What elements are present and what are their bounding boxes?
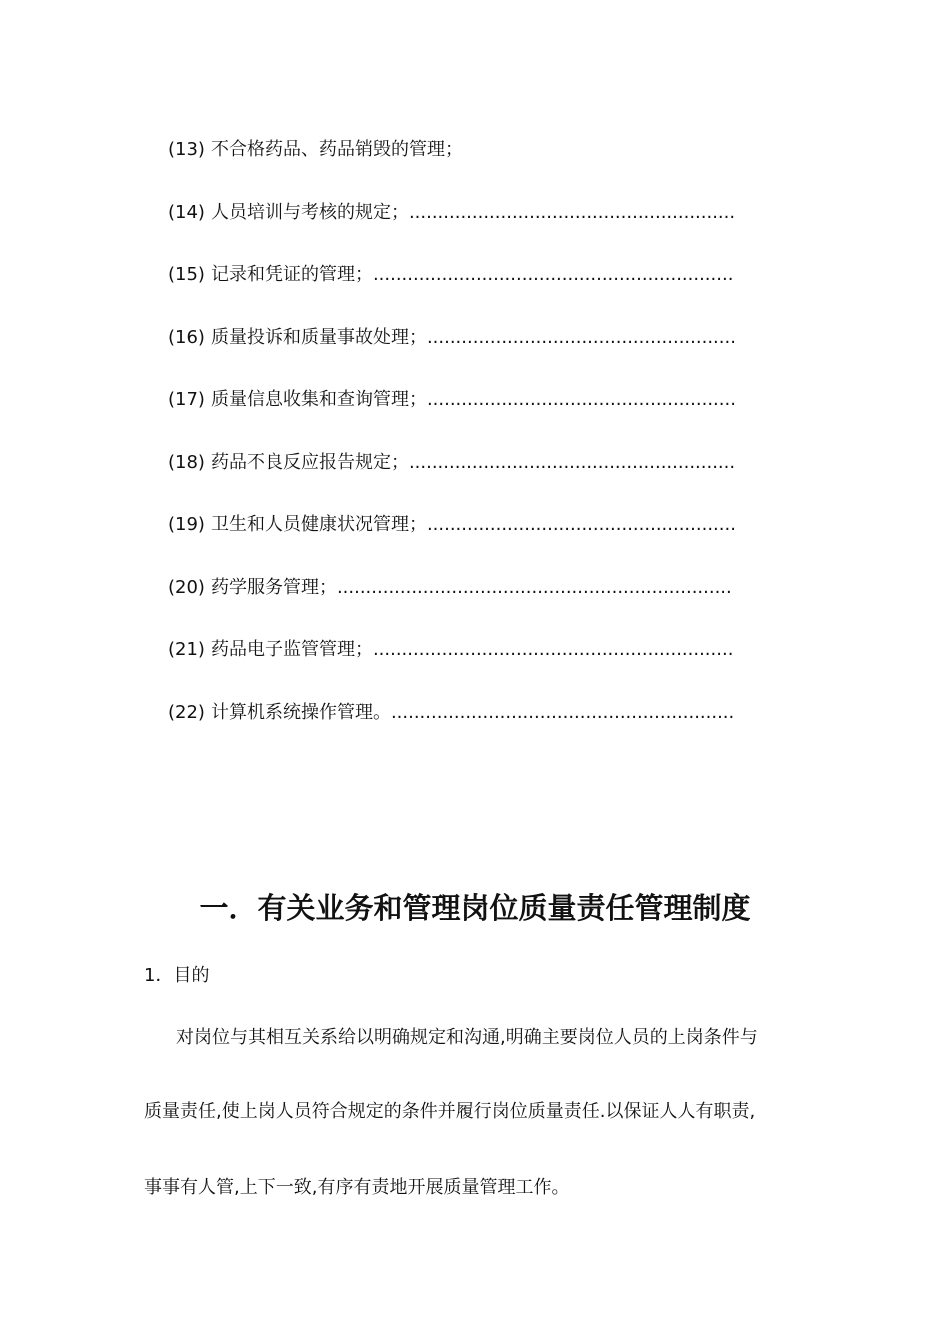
toc-item-text: 药品电子监管管理；	[210, 639, 373, 660]
toc-item-text: 不合格药品、药品销毁的管理；	[210, 139, 463, 160]
sub-heading-purpose: 1．目的	[144, 965, 210, 986]
toc-item-number: (14)	[168, 201, 205, 223]
toc-item-22	[168, 695, 788, 758]
toc-item-leader: .........................................................	[408, 451, 736, 473]
toc-item-number: (18)	[168, 451, 205, 473]
toc-item-16	[168, 320, 788, 383]
toc-list	[168, 132, 788, 757]
paragraph-line-2: 质量责任,使上岗人员符合规定的条件并履行岗位质量责任.以保证人人有职责,	[144, 1101, 756, 1122]
toc-item-leader: .........................................................	[408, 201, 736, 223]
toc-item-leader: ......................................................	[426, 326, 736, 348]
toc-item-text: 计算机系统操作管理。	[210, 701, 391, 723]
toc-item-20	[168, 570, 788, 633]
toc-item-number: (13)	[168, 139, 205, 160]
toc-item-number: (16)	[168, 326, 205, 348]
toc-item-leader: ...............................................................	[372, 264, 734, 285]
toc-item-leader: .....................................................................	[336, 576, 732, 598]
toc-item-number: (17)	[168, 389, 205, 410]
toc-item-text: 记录和凭证的管理；	[210, 264, 373, 285]
toc-item-text: 质量投诉和质量事故处理；	[210, 326, 427, 348]
toc-item-21	[168, 632, 788, 695]
toc-item-number: (20)	[168, 576, 205, 598]
toc-item-15	[168, 257, 788, 320]
section-title: 一．有关业务和管理岗位质量责任管理制度	[199, 891, 751, 925]
toc-item-text: 药学服务管理；	[210, 576, 337, 598]
toc-item-text: 卫生和人员健康状况管理；	[210, 514, 427, 535]
toc-item-text: 药品不良反应报告规定；	[210, 451, 409, 473]
toc-item-number: (19)	[168, 514, 205, 535]
toc-item-text: 质量信息收集和查询管理；	[210, 389, 427, 410]
paragraph-line-3: 事事有人管,上下一致,有序有责地开展质量管理工作。	[144, 1177, 570, 1198]
toc-item-18	[168, 445, 788, 508]
toc-item-14	[168, 195, 788, 258]
toc-item-13	[168, 132, 788, 195]
toc-item-19	[168, 507, 788, 570]
toc-item-leader: ......................................................	[426, 389, 736, 410]
toc-item-number: (22)	[168, 701, 205, 723]
toc-item-17	[168, 382, 788, 445]
toc-item-leader: ............................................................	[390, 701, 735, 723]
toc-item-leader: ...............................................................	[372, 639, 734, 660]
toc-item-number: (15)	[168, 264, 205, 285]
toc-item-text: 人员培训与考核的规定；	[210, 201, 409, 223]
paragraph-line-1: 对岗位与其相互关系给以明确规定和沟通,明确主要岗位人员的上岗条件与	[176, 1027, 758, 1048]
toc-item-leader: ......................................................	[426, 514, 736, 535]
toc-item-number: (21)	[168, 639, 205, 660]
